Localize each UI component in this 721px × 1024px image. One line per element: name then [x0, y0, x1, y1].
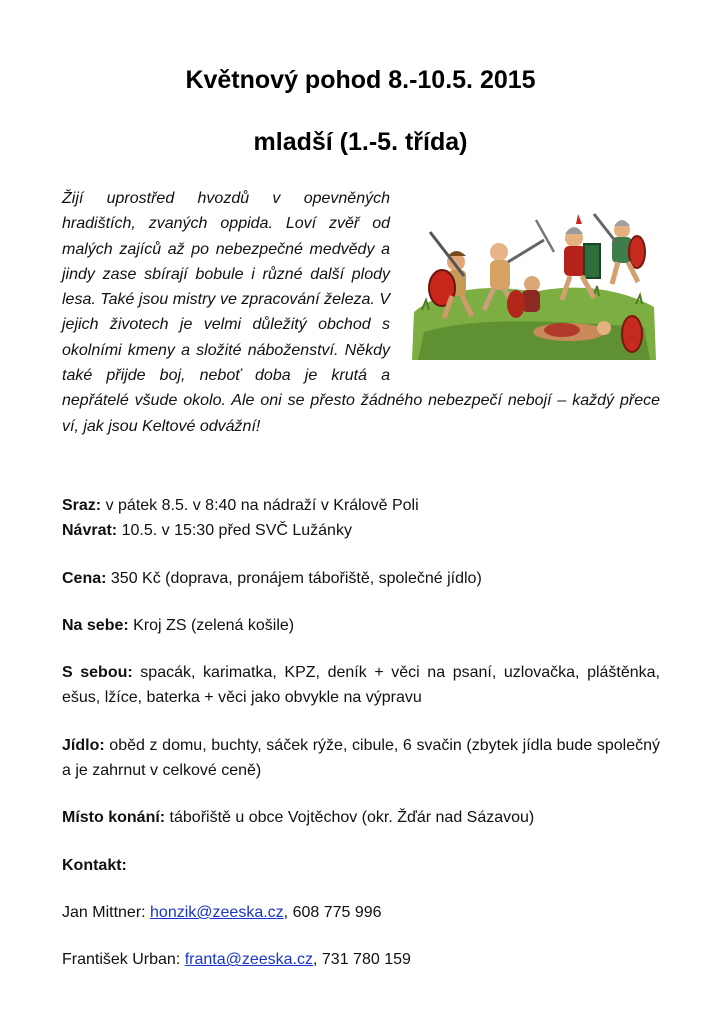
location-label: Místo konání: — [62, 809, 166, 827]
contact-phone: , 731 780 159 — [313, 951, 411, 969]
contact-person — [62, 947, 660, 972]
bring-line — [62, 660, 660, 711]
price-line — [62, 566, 660, 591]
contact-email-link[interactable]: franta@zeeska.cz — [184, 951, 314, 969]
return-label: Návrat: — [62, 522, 118, 540]
bring-label: S sebou: — [62, 664, 133, 682]
return-line — [62, 518, 660, 543]
location-value: tábořiště u obce Vojtěchov (okr. Žďár nad Sázavou) — [165, 809, 535, 827]
info-section — [62, 493, 660, 973]
intro-section — [62, 186, 660, 439]
contact-person — [62, 900, 660, 925]
battle-illustration — [404, 192, 662, 366]
location-line — [62, 805, 660, 830]
bring-value: spacák, karimatka, KPZ, deník + věci na psaní, uzlovačka, pláštěnka, ešus, lžíce, baterka + věci jako obvykle na výpravu — [62, 664, 661, 707]
contact-name: Jan Mittner: — [62, 903, 151, 921]
wear-value: Kroj ZS (zelená košile) — [128, 616, 295, 634]
page-subtitle: mladší (1.-5. třída) — [253, 128, 468, 156]
contact-heading — [62, 853, 660, 878]
price-label: Cena: — [62, 569, 107, 587]
meeting-label: Sraz: — [62, 497, 102, 514]
intro-text: Žijí uprostřed hvozdů v opevněných hradištích, zvaných oppida. Loví zvěř od malých zajíců až po nebezpečné medvědy a jindy zase sbírají bobule i různé další plody lesa. Také jsou mistry ve zpracování železa. V jejich životech je velmi důležitý obchod s okolními kmeny a složité náboženství. Někdy také přijde boj, neboť doba je krutá a nepřátelé všude okolo. Ale oni se přesto žádného nebezpečí nebojí – každý přece ví, jak jsou Keltové odvážní! — [62, 190, 660, 435]
food-label: Jídlo: — [62, 736, 105, 754]
return-value: 10.5. v 15:30 před SVČ Lužánky — [117, 522, 352, 540]
meeting-line — [62, 493, 660, 518]
contact-name: František Urban: — [62, 951, 185, 969]
page-title: Květnový pohod 8.-10.5. 2015 — [185, 66, 536, 94]
food-line — [62, 733, 660, 784]
contact-email-link[interactable]: honzik@zeeska.cz — [150, 903, 284, 921]
wear-line — [62, 613, 660, 638]
meeting-value: v pátek 8.5. v 8:40 na nádraží v Králově Poli — [101, 497, 419, 514]
contact-label: Kontakt: — [62, 856, 127, 874]
contact-phone: , 608 775 996 — [283, 903, 382, 921]
price-value: 350 Kč (doprava, pronájem tábořiště, společné jídlo) — [106, 569, 482, 587]
food-value: oběd z domu, buchty, sáček rýže, cibule, 6 svačin (zbytek jídla bude společný a je zahrnut v celkové ceně) — [62, 736, 660, 780]
wear-label: Na sebe: — [62, 616, 129, 634]
